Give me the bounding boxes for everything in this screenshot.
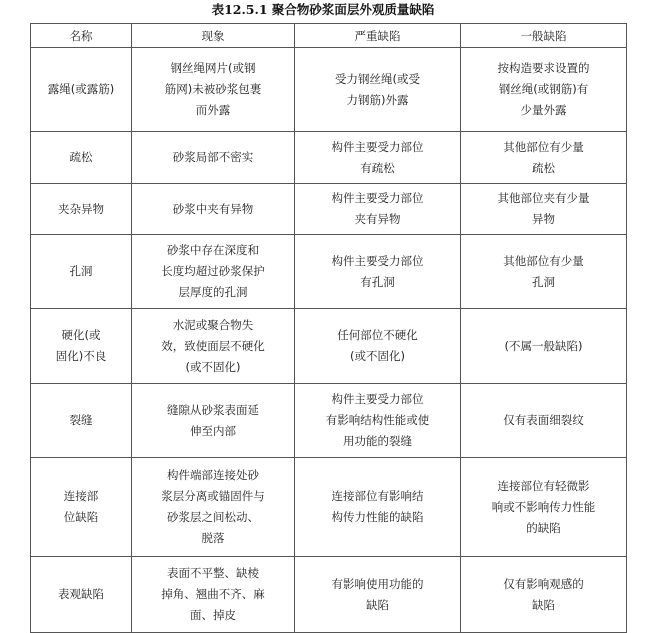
cell-phenomenon: 表面不平整、缺棱 掉角、翘曲不齐、麻 面、掉皮 (132, 557, 295, 633)
cell-general: 仅有影响观感的 缺陷 (461, 557, 627, 633)
cell-general: 其他部位夹有少量 异物 (461, 184, 627, 235)
table-row (31, 458, 627, 557)
cell-general: (不属一般缺陷) (461, 309, 627, 384)
cell-serious: 构件主要受力部位 夹有异物 (295, 184, 461, 235)
cell-general: 其他部位有少量 疏松 (461, 132, 627, 184)
header-general-defect: 一般缺陷 (461, 24, 627, 48)
cell-general: 其他部位有少量 孔洞 (461, 235, 627, 309)
table-row (31, 384, 627, 458)
cell-phenomenon: 构件端部连接处砂 浆层分离或锚固件与 砂浆层之间松动、 脱落 (132, 458, 295, 557)
cell-serious: 连接部位有影响结 构传力性能的缺陷 (295, 458, 461, 557)
defect-table (30, 23, 627, 633)
cell-phenomenon: 钢丝绳网片(或钢 筋网)未被砂浆包裹 而外露 (132, 48, 295, 132)
cell-name: 连接部 位缺陷 (31, 458, 132, 557)
cell-serious: 构件主要受力部位 有影响结构性能或使 用功能的裂缝 (295, 384, 461, 458)
header-phenomenon: 现象 (132, 24, 295, 48)
cell-phenomenon: 砂浆局部不密实 (132, 132, 295, 184)
cell-name: 表观缺陷 (31, 557, 132, 633)
cell-name: 疏松 (31, 132, 132, 184)
cell-serious: 构件主要受力部位 有孔洞 (295, 235, 461, 309)
cell-general: 按构造要求设置的 钢丝绳(或钢筋)有 少量外露 (461, 48, 627, 132)
cell-name: 孔洞 (31, 235, 132, 309)
cell-general: 仅有表面细裂纹 (461, 384, 627, 458)
table-row (31, 48, 627, 132)
cell-serious: 受力钢丝绳(或受 力钢筋)外露 (295, 48, 461, 132)
cell-general: 连接部位有轻微影 响或不影响传力性能 的缺陷 (461, 458, 627, 557)
header-serious-defect: 严重缺陷 (295, 24, 461, 48)
table-row (31, 184, 627, 235)
cell-serious: 任何部位不硬化 (或不固化) (295, 309, 461, 384)
header-row (31, 24, 627, 48)
cell-phenomenon: 缝隙从砂浆表面延 伸至内部 (132, 384, 295, 458)
table-row (31, 309, 627, 384)
cell-serious: 构件主要受力部位 有疏松 (295, 132, 461, 184)
table-row (31, 557, 627, 633)
table-row (31, 132, 627, 184)
cell-serious: 有影响使用功能的 缺陷 (295, 557, 461, 633)
table-caption: 表12.5.1 聚合物砂浆面层外观质量缺陷 (211, 2, 435, 17)
table-row (31, 235, 627, 309)
cell-phenomenon: 水泥或聚合物失 效，致使面层不硬化 (或不固化) (132, 309, 295, 384)
cell-name: 裂缝 (31, 384, 132, 458)
cell-name: 夹杂异物 (31, 184, 132, 235)
cell-phenomenon: 砂浆中夹有异物 (132, 184, 295, 235)
cell-phenomenon: 砂浆中存在深度和 长度均超过砂浆保护 层厚度的孔洞 (132, 235, 295, 309)
header-name: 名称 (31, 24, 132, 48)
cell-name: 硬化(或 固化)不良 (31, 309, 132, 384)
cell-name: 露绳(或露筋) (31, 48, 132, 132)
